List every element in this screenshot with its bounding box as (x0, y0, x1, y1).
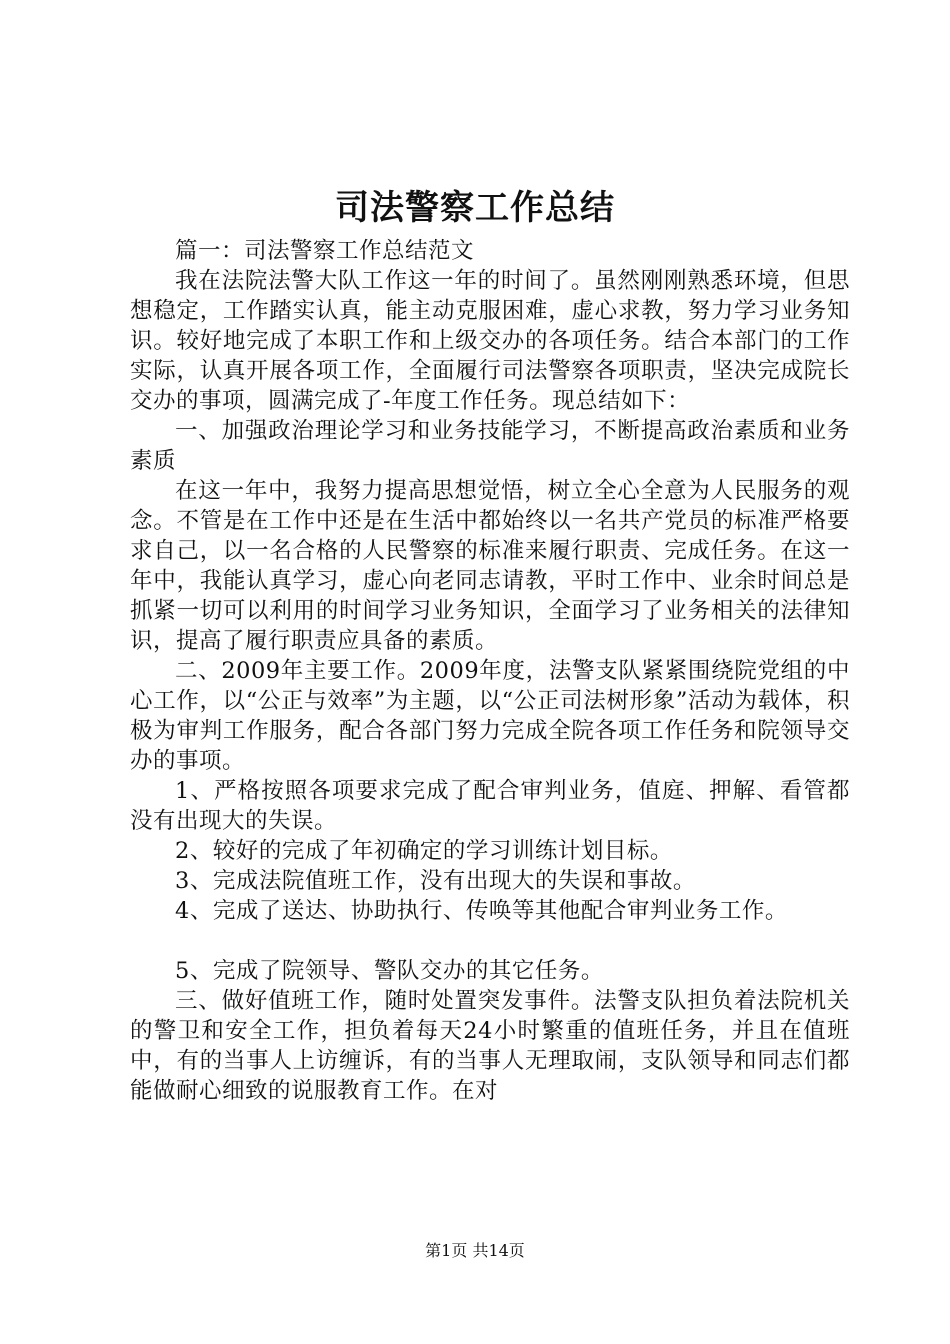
section-heading-part-one: 篇一：司法警察工作总结范文 (175, 238, 475, 264)
duty-paragraph: 三、做好值班工作，随时处置突发事件。法警支队担负着法院机关的警卫和安全工作，担负着每天24小时繁重的值班任务，并且在值班中，有的当事人上访缠诉，有的当事人无理取闹，支队领导和同志们都能做耐心细致的说服教育工作。在对 (130, 988, 850, 1104)
document-title: 司法警察工作总结 (335, 188, 615, 228)
main-work-paragraph: 二、2009年主要工作。2009年度，法警支队紧紧围绕院党组的中心工作，以“公正与效率”为主题，以“公正司法树形象”活动为载体，积极为审判工作服务，配合各部门努力完成全院各项工作任务和院领导交办的事项。 (130, 658, 850, 774)
list-item: 2、较好的完成了年初确定的学习训练计划目标。 (175, 838, 673, 864)
list-item: 1、严格按照各项要求完成了配合审判业务，值庭、押解、看管都没有出现大的失误。 (130, 778, 850, 834)
list-item: 3、完成法院值班工作，没有出现大的失误和事故。 (175, 868, 696, 894)
page-number: 第1页 共14页 (425, 1241, 525, 1260)
section-heading-one: 一、加强政治理论学习和业务技能学习，不断提高政治素质和业务素质 (130, 418, 850, 474)
study-paragraph: 在这一年中，我努力提高思想觉悟，树立全心全意为人民服务的观念。不管是在工作中还是在生活中都始终以一名共产党员的标准严格要求自己，以一名合格的人民警察的标准来履行职责、完成任务。在这一年中，我能认真学习，虚心向老同志请教，平时工作中、业余时间总是抓紧一切可以利用的时间学习业务知识，全面学习了业务相关的法律知识，提高了履行职责应具备的素质。 (130, 478, 850, 654)
list-item: 4、完成了送达、协助执行、传唤等其他配合审判业务工作。 (175, 898, 788, 924)
document-body (130, 236, 850, 1106)
list-item: 5、完成了院领导、警队交办的其它任务。 (175, 958, 604, 984)
intro-paragraph: 我在法院法警大队工作这一年的时间了。虽然刚刚熟悉环境，但思想稳定，工作踏实认真，能主动克服困难，虚心求教，努力学习业务知识。较好地完成了本职工作和上级交办的各项任务。结合本部门的工作实际，认真开展各项工作，全面履行司法警察各项职责，坚决完成院长交办的事项，圆满完成了-年度工作任务。现总结如下： (130, 268, 850, 414)
